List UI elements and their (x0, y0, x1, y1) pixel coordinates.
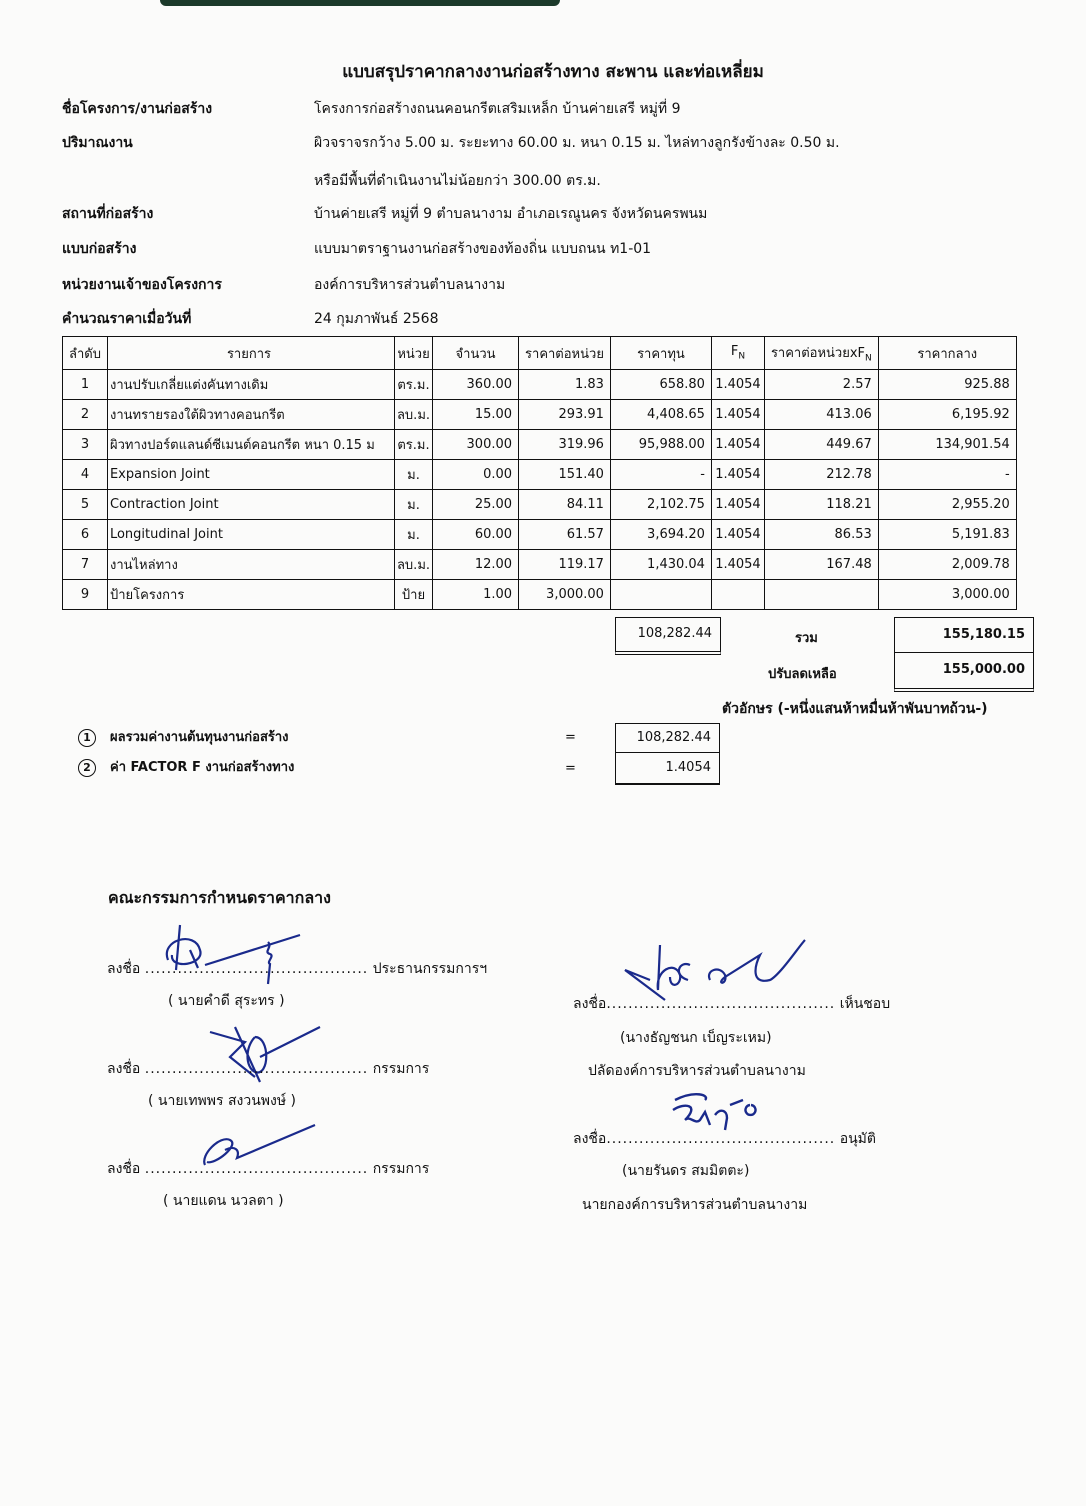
cell-no: 2 (63, 400, 108, 430)
cell-unit-price: 293.91 (519, 400, 611, 430)
equals-sign: = (565, 730, 576, 745)
sign-line-approver-1 (573, 993, 890, 1015)
signer-position: ปลัดองค์การบริหารส่วนตำบลนางาม (588, 1063, 806, 1079)
sign-prefix: ลงชื่อ (107, 961, 141, 977)
table-row (63, 460, 1017, 490)
binder-clip-edge (160, 0, 560, 6)
cell-unit: ตร.ม. (394, 430, 432, 460)
info-label: ชื่อโครงการ/งานก่อสร้าง (62, 101, 213, 117)
cell-mid-price: 2,955.20 (878, 490, 1016, 520)
cell-unit-price-fn: 413.06 (764, 400, 878, 430)
cell-mid-price: - (878, 460, 1016, 490)
signature-dots: ......................................... (144, 961, 369, 977)
committee-title: คณะกรรมการกำหนดราคากลาง (108, 888, 331, 907)
cell-item: งานปรับเกลี่ยแต่งคันทางเดิม (107, 370, 394, 400)
sign-role: กรรมการ (372, 1161, 430, 1177)
cell-cost: - (610, 460, 711, 490)
cell-qty: 300.00 (433, 430, 519, 460)
cell-item: ผิวทางปอร์ตแลนด์ซีเมนต์คอนกรีต หนา 0.15 ม (107, 430, 394, 460)
cell-no: 6 (63, 520, 108, 550)
cell-cost (610, 580, 711, 610)
header-cost: ราคาทุน (610, 337, 711, 370)
cell-unit-price-fn (764, 580, 878, 610)
table-row (63, 370, 1017, 400)
table-row (63, 430, 1017, 460)
cell-qty: 0.00 (433, 460, 519, 490)
cell-unit: ม. (394, 460, 432, 490)
cell-mid-price: 6,195.92 (878, 400, 1016, 430)
header-fn (711, 337, 764, 370)
cell-mid-price: 134,901.54 (878, 430, 1016, 460)
cell-unit: ลบ.ม. (394, 400, 432, 430)
cell-qty: 60.00 (433, 520, 519, 550)
sign-role: กรรมการ (372, 1061, 430, 1077)
table-row (63, 550, 1017, 580)
signature-dots: ......................................... (144, 1061, 369, 1077)
cell-cost: 658.80 (610, 370, 711, 400)
cell-fn: 1.4054 (711, 400, 764, 430)
info-value: โครงการก่อสร้างถนนคอนกรีตเสริมเหล็ก บ้านค่ายเสรี หมู่ที่ 9 (314, 101, 681, 117)
table-row (63, 520, 1017, 550)
header-item: รายการ (107, 337, 394, 370)
signer-name: (นายรันดร สมมิตตะ) (622, 1163, 750, 1179)
note-factor (78, 756, 294, 777)
cell-cost: 1,430.04 (610, 550, 711, 580)
sign-line-member-1 (107, 1058, 429, 1080)
sign-role: ประธานกรรมการฯ (372, 961, 488, 977)
cost-total: 108,282.44 (615, 617, 721, 655)
cell-mid-price: 5,191.83 (878, 520, 1016, 550)
info-label: หน่วยงานเจ้าของโครงการ (62, 277, 222, 293)
sign-role: อนุมัติ (839, 1131, 877, 1147)
total-label: รวม (795, 631, 818, 646)
cell-no: 1 (63, 370, 108, 400)
cell-item: Longitudinal Joint (107, 520, 394, 550)
adjusted-total: 155,000.00 (894, 652, 1034, 692)
note-label: ค่า FACTOR F งานก่อสร้างทาง (110, 760, 295, 775)
cell-cost: 4,408.65 (610, 400, 711, 430)
header-unit-price-fn-label: ราคาต่อหน่วยxF (770, 346, 866, 362)
cell-cost: 3,694.20 (610, 520, 711, 550)
cell-unit-price-fn: 2.57 (764, 370, 878, 400)
table-row (63, 580, 1017, 610)
header-unit-price-fn-sub: N (865, 353, 872, 364)
cell-no: 7 (63, 550, 108, 580)
sign-prefix: ลงชื่อ (573, 1131, 607, 1147)
cell-unit-price: 319.96 (519, 430, 611, 460)
cell-fn (711, 580, 764, 610)
header-unit: หน่วย (394, 337, 432, 370)
cell-mid-price: 3,000.00 (878, 580, 1016, 610)
cell-qty: 12.00 (433, 550, 519, 580)
table-row (63, 400, 1017, 430)
signer-position: นายกองค์การบริหารส่วนตำบลนางาม (582, 1197, 808, 1213)
sign-prefix: ลงชื่อ (107, 1061, 141, 1077)
cell-qty: 1.00 (433, 580, 519, 610)
equals-sign: = (565, 761, 576, 776)
cell-unit: ป้าย (394, 580, 432, 610)
cell-unit-price: 151.40 (519, 460, 611, 490)
note-label: ผลรวมค่างานต้นทุนงานก่อสร้าง (110, 730, 289, 745)
table-row (63, 490, 1017, 520)
cell-unit-price: 1.83 (519, 370, 611, 400)
cell-unit-price-fn: 118.21 (764, 490, 878, 520)
cell-item: งานไหล่ทาง (107, 550, 394, 580)
header-mid-price: ราคากลาง (878, 337, 1016, 370)
header-fn-label: F (730, 344, 739, 360)
cell-unit-price: 84.11 (519, 490, 611, 520)
cell-fn: 1.4054 (711, 490, 764, 520)
header-no: ลำดับ (63, 337, 108, 370)
sign-line-member-2 (107, 1158, 429, 1180)
cell-fn: 1.4054 (711, 550, 764, 580)
cell-mid-price: 2,009.78 (878, 550, 1016, 580)
cell-mid-price: 925.88 (878, 370, 1016, 400)
header-qty: จำนวน (433, 337, 519, 370)
note-value-cost: 108,282.44 (615, 723, 720, 753)
info-value: ผิวจราจรกว้าง 5.00 ม. ระยะทาง 60.00 ม. หนา 0.15 ม. ไหล่ทางลูกรังข้างละ 0.50 ม. (314, 135, 840, 151)
cell-item: Contraction Joint (107, 490, 394, 520)
signer-name: ( นายคำดี สุระทร ) (168, 993, 285, 1009)
cell-cost: 2,102.75 (610, 490, 711, 520)
amount-in-words: ตัวอักษร (-หนึ่งแสนห้าหมื่นห้าพันบาทถ้วน-) (722, 701, 988, 717)
sign-line-approver-2 (573, 1128, 876, 1150)
table-header-row (63, 337, 1017, 370)
note-value-factor: 1.4054 (615, 752, 720, 785)
header-unit-price: ราคาต่อหน่วย (519, 337, 611, 370)
cell-unit: ลบ.ม. (394, 550, 432, 580)
sign-prefix: ลงชื่อ (573, 996, 607, 1012)
info-label: ปริมาณงาน (62, 135, 133, 151)
document-title: แบบสรุปราคากลางงานก่อสร้างทาง สะพาน และท่อเหลี่ยม (342, 62, 764, 82)
cell-fn: 1.4054 (711, 430, 764, 460)
cell-unit-price: 119.17 (519, 550, 611, 580)
cell-no: 3 (63, 430, 108, 460)
info-value: 24 กุมภาพันธ์ 2568 (314, 311, 439, 327)
cell-unit-price-fn: 86.53 (764, 520, 878, 550)
cell-no: 9 (63, 580, 108, 610)
info-value: หรือมีพื้นที่ดำเนินงานไม่น้อยกว่า 300.00 ตร.ม. (314, 173, 601, 189)
cell-unit: ม. (394, 520, 432, 550)
info-value: แบบมาตราฐานงานก่อสร้างของท้องถิ่น แบบถนน ท1-01 (314, 241, 652, 257)
cell-unit: ตร.ม. (394, 370, 432, 400)
cell-fn: 1.4054 (711, 520, 764, 550)
cell-unit: ม. (394, 490, 432, 520)
cell-unit-price-fn: 212.78 (764, 460, 878, 490)
signer-name: ( นายแดน นวลตา ) (163, 1193, 284, 1209)
info-value: องค์การบริหารส่วนตำบลนางาม (314, 277, 506, 293)
cell-cost: 95,988.00 (610, 430, 711, 460)
sign-prefix: ลงชื่อ (107, 1161, 141, 1177)
cell-unit-price: 3,000.00 (519, 580, 611, 610)
sign-role: เห็นชอบ (839, 996, 891, 1012)
info-label: แบบก่อสร้าง (62, 241, 137, 257)
signature-dots: ......................................... (144, 1161, 369, 1177)
cell-item: ป้ายโครงการ (107, 580, 394, 610)
circled-number-icon: 1 (78, 729, 96, 747)
cell-unit-price-fn: 167.48 (764, 550, 878, 580)
cell-fn: 1.4054 (711, 460, 764, 490)
cell-unit-price-fn: 449.67 (764, 430, 878, 460)
cell-unit-price: 61.57 (519, 520, 611, 550)
header-unit-price-fn (764, 337, 878, 370)
cell-qty: 25.00 (433, 490, 519, 520)
cell-no: 4 (63, 460, 108, 490)
cell-item: Expansion Joint (107, 460, 394, 490)
price-table (62, 336, 1017, 610)
signature-dots: .......................................... (606, 1131, 836, 1147)
info-value: บ้านค่ายเสรี หมู่ที่ 9 ตำบลนางาม อำเภอเรณูนคร จังหวัดนครพนม (314, 206, 708, 222)
cell-no: 5 (63, 490, 108, 520)
sign-line-chairman (107, 958, 487, 980)
cell-fn: 1.4054 (711, 370, 764, 400)
info-label: คำนวณราคาเมื่อวันที่ (62, 311, 192, 327)
cell-item: งานทรายรองใต้ผิวทางคอนกรีต (107, 400, 394, 430)
adjusted-label: ปรับลดเหลือ (768, 667, 837, 682)
grand-total: 155,180.15 (894, 617, 1034, 653)
cell-qty: 15.00 (433, 400, 519, 430)
circled-number-icon: 2 (78, 759, 96, 777)
note-cost-sum (78, 726, 289, 747)
signature-dots: .......................................... (606, 996, 836, 1012)
header-fn-sub: N (738, 351, 746, 362)
cell-qty: 360.00 (433, 370, 519, 400)
info-label: สถานที่ก่อสร้าง (62, 206, 154, 222)
signer-name: ( นายเทพพร สงวนพงษ์ ) (148, 1093, 297, 1109)
signer-name: (นางธัญชนก เบ็ญระเหม) (620, 1030, 772, 1046)
